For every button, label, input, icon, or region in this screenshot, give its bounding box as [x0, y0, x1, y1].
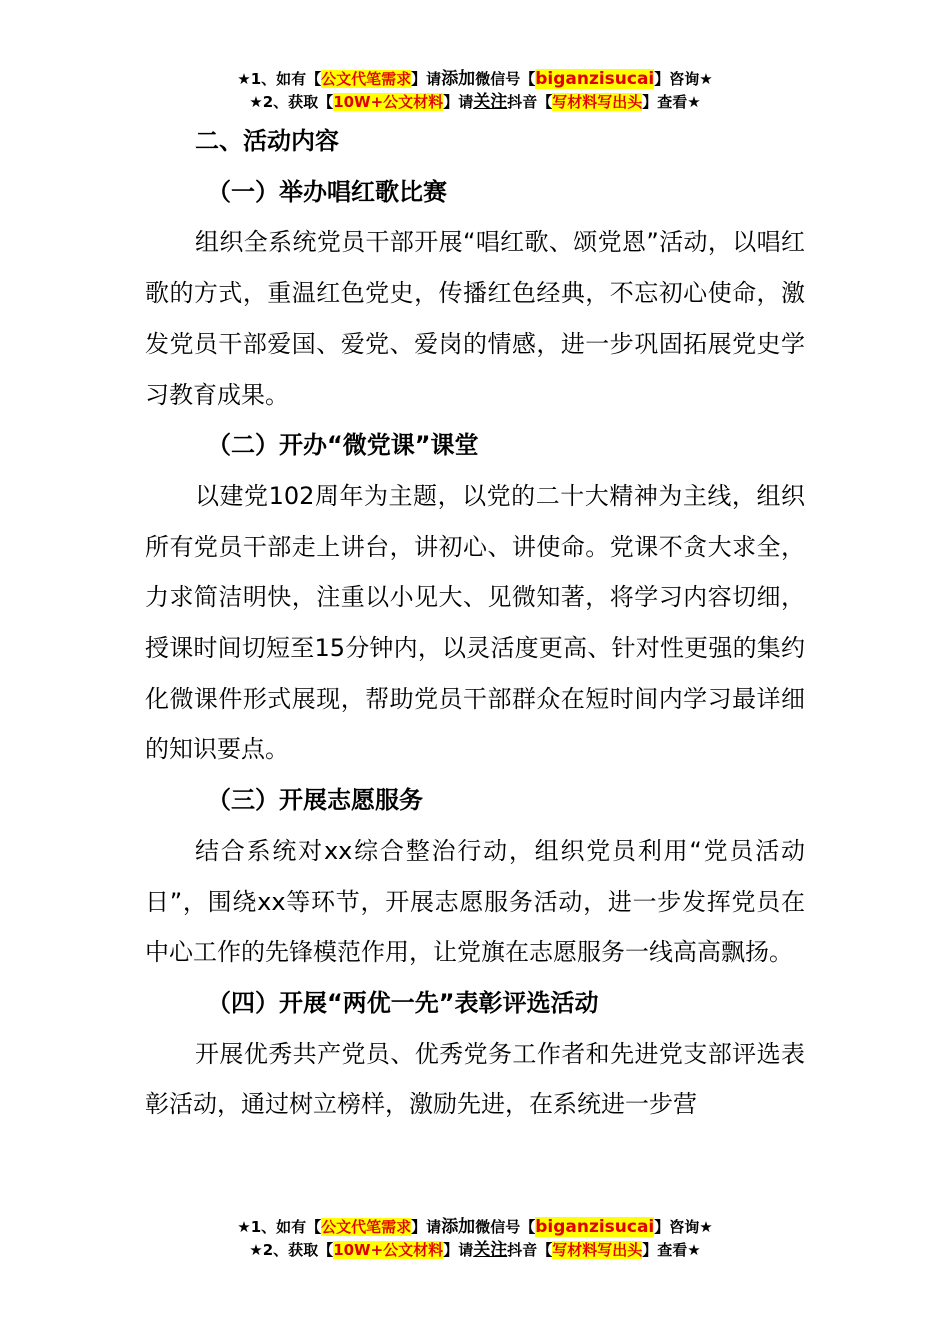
- highlight-materials: 10W+公文材料: [333, 93, 444, 111]
- item-heading: （四）开展“两优一先”表彰评选活动: [207, 988, 599, 1017]
- banner-line-1: ★1、如有【公文代笔需求】请添加微信号【biganzisucai】咨询★: [237, 1217, 713, 1237]
- highlight-wechat-id: biganzisucai: [535, 1217, 655, 1237]
- item-heading: （一）举办唱红歌比赛: [207, 177, 447, 206]
- item-heading: （三）开展志愿服务: [207, 786, 423, 815]
- highlight-service: 公文代笔需求: [321, 1218, 412, 1236]
- document-body: [145, 116, 805, 1130]
- item-paragraph: 开展优秀共产党员、优秀党务工作者和先进党支部评选表彰活动，通过树立榜样，激励先进，在系统进一步营: [145, 1039, 805, 1119]
- highlight-douyin: 写材料写出头: [552, 1241, 643, 1259]
- footer-banner: [0, 1216, 950, 1262]
- highlight-materials: 10W+公文材料: [333, 1241, 444, 1259]
- header-banner: [0, 68, 950, 114]
- item-paragraph: 结合系统对xx综合整治行动，组织党员利用“党员活动日”，围绕xx等环节，开展志愿服务活动，进一步发挥党员在中心工作的先锋模范作用，让党旗在志愿服务一线高高飘扬。: [145, 836, 805, 967]
- highlight-service: 公文代笔需求: [321, 70, 412, 88]
- item-paragraph: 以建党102周年为主题，以党的二十大精神为主线，组织所有党员干部走上讲台，讲初心、讲使命。党课不贪大求全，力求简洁明快，注重以小见大、见微知著，将学习内容切细，授课时间切短至15分钟内，以灵活度更高、针对性更强的集约化微课件形式展现，帮助党员干部群众在短时间内学习最详细的知识要点。: [145, 481, 805, 764]
- highlight-wechat-id: biganzisucai: [535, 69, 655, 89]
- banner-line-2: ★2、获取【10W+公文材料】请关注抖音【写材料写出头】查看★: [249, 92, 701, 112]
- banner-line-1: ★1、如有【公文代笔需求】请添加微信号【biganzisucai】咨询★: [237, 69, 713, 89]
- highlight-douyin: 写材料写出头: [552, 93, 643, 111]
- item-heading: （二）开办“微党课”课堂: [207, 431, 479, 460]
- banner-line-2: ★2、获取【10W+公文材料】请关注抖音【写材料写出头】查看★: [249, 1240, 701, 1260]
- section-title: 二、活动内容: [195, 127, 339, 155]
- item-paragraph: 组织全系统党员干部开展“唱红歌、颂党恩”活动，以唱红歌的方式，重温红色党史，传播红色经典，不忘初心使命，激发党员干部爱国、爱党、爱岗的情感，进一步巩固拓展党史学习教育成果。: [145, 228, 805, 409]
